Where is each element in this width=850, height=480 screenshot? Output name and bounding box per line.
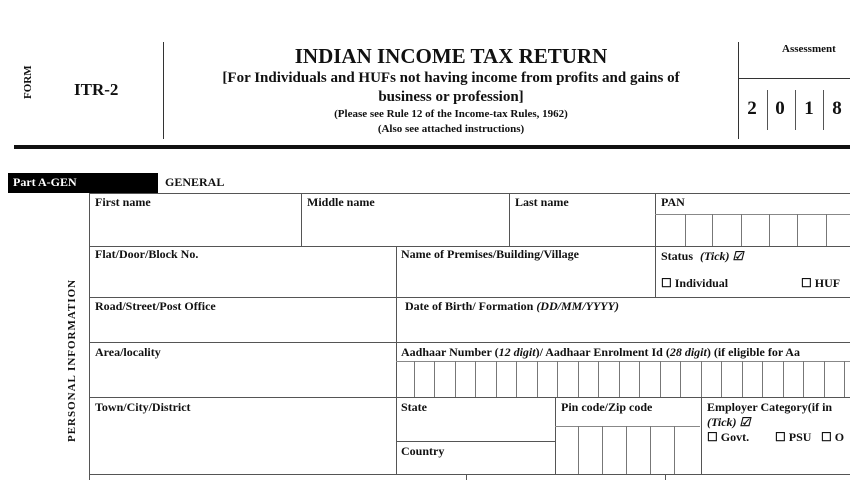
form-code: ITR-2 [74, 80, 119, 99]
status-tick-hint: (Tick) ☑ [700, 249, 744, 263]
area-locality-label: Area/locality [95, 345, 161, 359]
town-city-label: Town/City/District [95, 400, 191, 414]
part-tag-label: Part A-GEN [13, 175, 77, 189]
country-label: Country [401, 444, 445, 458]
section-heading: GENERAL [165, 175, 225, 189]
pan-label: PAN [661, 195, 685, 209]
flat-door-field[interactable] [90, 262, 395, 296]
aadhaar-label [401, 345, 800, 360]
aadhaar-text-b: 12 digit [498, 345, 536, 359]
first-name-label: First name [95, 195, 151, 209]
employer-govt-checkbox[interactable]: ☐ Govt. [707, 430, 750, 444]
status-text: Status [661, 249, 694, 263]
status-individual-checkbox[interactable]: ☐ Individual [661, 276, 729, 290]
status-huf-checkbox[interactable]: ☐ HUF [801, 276, 841, 290]
aadhaar-text-a: Aadhaar Number ( [401, 345, 499, 359]
form-subtitle-line1: [For Individuals and HUFs not having income from profits and gains of [222, 70, 680, 86]
year-digit: 2 [747, 98, 757, 119]
last-name-label: Last name [515, 195, 569, 209]
state-label: State [401, 400, 427, 414]
middle-name-label: Middle name [307, 195, 375, 209]
date-of-birth-field[interactable] [397, 314, 850, 342]
year-digit: 8 [832, 98, 842, 119]
premises-field[interactable] [397, 262, 654, 296]
flat-door-label: Flat/Door/Block No. [95, 247, 199, 261]
middle-name-field[interactable] [302, 210, 508, 246]
country-field[interactable] [397, 458, 554, 474]
aadhaar-text-c: )/ Aadhaar Enrolment Id ( [535, 345, 670, 359]
premises-label: Name of Premises/Building/Village [401, 247, 579, 261]
town-city-field[interactable] [90, 415, 395, 474]
road-street-field[interactable] [90, 314, 395, 342]
state-field[interactable] [397, 415, 554, 441]
form-subtitle-line2: business or profession] [378, 89, 524, 105]
employer-others-checkbox[interactable]: ☐ O [821, 430, 845, 444]
year-digit: 1 [804, 98, 814, 119]
date-of-birth-label [405, 299, 619, 314]
area-locality-field[interactable] [90, 360, 395, 397]
page-title: INDIAN INCOME TAX RETURN [294, 44, 608, 68]
aadhaar-text-e: ) (if eligible for Aa [706, 345, 800, 359]
rule-note: (Please see Rule 12 of the Income-tax Rules, 1962) [334, 108, 568, 120]
employer-tick-hint: (Tick) ☑ [707, 415, 751, 429]
employer-psu-checkbox[interactable]: ☐ PSU [775, 430, 812, 444]
personal-information-side-label: PERSONAL INFORMATION [66, 278, 78, 442]
pin-code-label: Pin code/Zip code [561, 400, 653, 414]
last-name-field[interactable] [510, 210, 654, 246]
road-street-label: Road/Street/Post Office [95, 299, 216, 313]
assessment-year-label: Assessment [782, 43, 836, 55]
aadhaar-text-d: 28 digit [669, 345, 707, 359]
year-digit: 0 [775, 98, 785, 119]
dob-format-hint: (DD/MM/YYYY) [536, 299, 619, 313]
form-word-label: FORM [22, 65, 34, 99]
dob-text: Date of Birth/ Formation [405, 299, 537, 313]
first-name-field[interactable] [90, 210, 300, 246]
header-divider [14, 145, 850, 149]
status-label [661, 249, 743, 264]
instructions-note: (Also see attached instructions) [377, 123, 525, 135]
employer-category-label: Employer Category(if in [707, 400, 833, 414]
